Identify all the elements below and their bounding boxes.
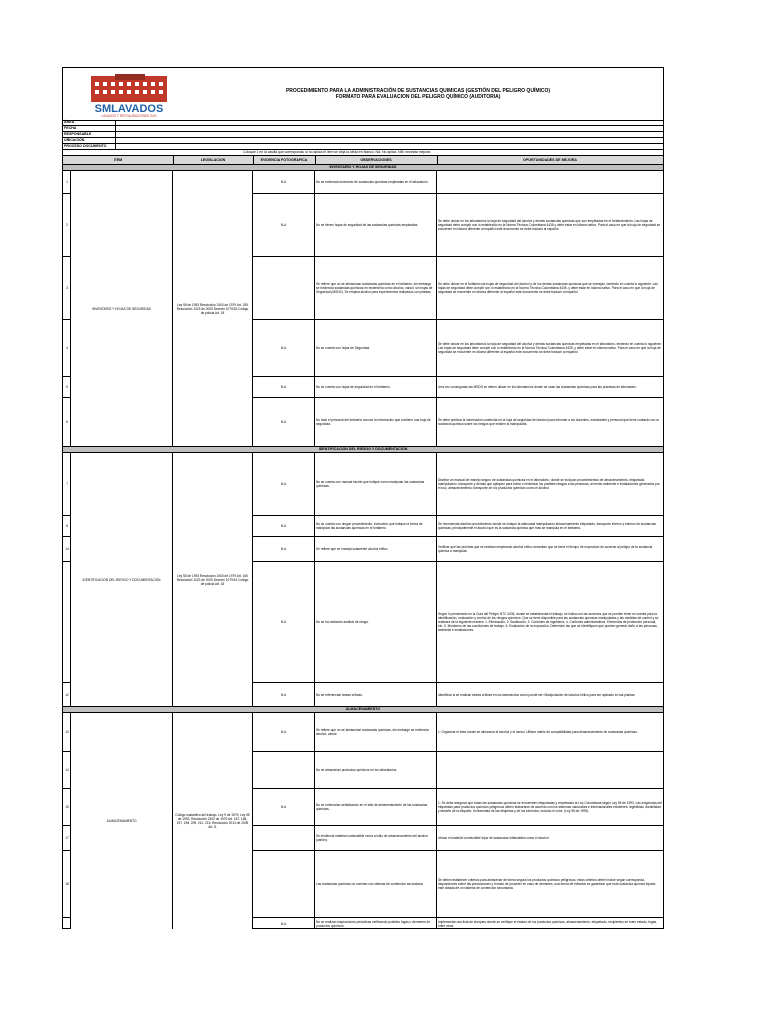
instruction-note: Coloque 1 en la casilla que corresponda, si no aplica el ítem se deja la celda en blanco. NA: No aplica. NM: necesita mejorar. [63, 150, 663, 156]
group-item-inventario: INVENTARIO Y HOJAS DE SEGURIDAD [71, 171, 173, 447]
table-row: 3 Se refiere que no se almacenan sustancias químicas en el fortlaerio, sin embargo se evidencia sustancias químicas en recientería como alcohol, varsol, sin hojas de Seguridad (MSDS). Se emplea alcohol para experimentos realizados con plantas. Se debe ubicar en el fortlaerio las hojas de seguridad del alcohol y de los demás sustancias químicas que se manejan, teniendo en cuenta lo siguiente: Las hojas de seguridad debe cumplir con lo establecido en la Norma Técnica Colombiana 4435, y debe estar en idioma nativo. Para el caso en que la hoja de seguridad se encuentre en idioma diferente al español este documento se debe traducir al español. [63, 257, 663, 320]
table-row: N.A No se realizan inspecciones periódicas verificando posibles fugas o derrames de productos químicos. Implementar una lista de chequeo donde se verifique el estado de los productos químicos, almacenamiento, etiquetado, recipientes en buen estado, fugas, entre otros. [63, 918, 663, 929]
col-legislacion: LEGISLACION [173, 156, 254, 164]
group-legislacion-identificacion: Ley 55 de 1993 Resolución 2400 de 1979 Art. 155 Resolución 1023 de 2005 Decreto 1079/15 Código de policia Art. 18 [173, 453, 253, 707]
table-row: 18 Las sustancias químicas no cuentan con sistema de contención secundaria. Se deben establecer criterios para almacenar de forma segura los productos químicos peligrosos, estos criterios deben incluir según corresponda, disposiciones sobre las precauciones y formas de proceder en caso de derrames, una forma de evitarlos es garantizar que toda sustancia química líquida esté dotada de un sistema de contención secundaria. [63, 851, 663, 918]
group-item-almacenamiento: ALMACENAMIENTO [71, 713, 173, 929]
col-oportunidades: OPORTUNIDADES DE MEJORA [523, 158, 577, 162]
table-row: 2 N.A No se tienen hojas de seguridad de las sustancias químicas empleadas. Se debe ubicar en los laboratorios la hoja de seguridad del alcohol y demás sustancias químicas que son empleadas en el fortalecimiento. Las hojas de seguridad debe cumplir con lo establecido en la Norma Técnica Colombiana 4435 y debe estar en idioma nativo. Para el caso en que la hoja de seguridad se encuentre en idioma diferente al español este documento se debe traducir al español. [63, 194, 663, 257]
document-title [183, 88, 653, 100]
title-line-2: FORMATO PARA EVALUACION DEL PELIGRO QUÍMICO (AUDITORIA) [335, 94, 501, 100]
table-row: 7 N.A No se cuenta con manual escrito que indique como manipular las sustancias químicas. Diseñar un manual de manejo seguro de sustancias químicas en el laboratorio, donde se incluyan procedimientos de almacenamiento, etiquetado, manipulación, transporte y demás que apliquen para evitar o minimizar los posibles riesgos a las personas, al medio ambiente e instalaciones generados por el uso, almacenamiento, transporte de los productos químicos como el alcohol. [63, 453, 663, 516]
table-row: 14 No se almacenan productos químicos en los laboratorios. [63, 752, 663, 789]
table-row: 15 N.A No se evidencian señalización en el sitio de almacenamiento de las sustancias químicas. 1. Se debe asegurar que todas las sustancias químicas se encuentren etiquetadas y respetando la Ley Colombiana según Ley 55 de 1993. Las exigencias del etiquetado para productos químicos peligrosos deben elaborarse de acuerdo con los sistemas nacionales e internacionales existentes: legibilidad, durabilidad y tamaño de la etiqueta. Uniformidad de las etiquetas y de los símbolos, incluido el color. (Ley 55 de 1993). [63, 789, 663, 826]
section-almacenamiento: ALMACENAMIENTO [63, 707, 663, 713]
column-header-row [63, 156, 663, 165]
section-inventario: INVENTARIO Y HOJAS DE SEGURIDAD [63, 165, 663, 171]
table-row: 6 N.A No todo el personal del fortlaerio conoce la información que contiene una hoja de seguridad. Se debe publicar la información contenida en la hoja de seguridad del alcohol para informar a los docentes, estudiantes y personal que tiene contacto con la sustancia química sobre los riesgos que existen al manipularla. [63, 398, 663, 447]
svg-text:LAVADOS Y RESTAURACIONES SAS: LAVADOS Y RESTAURACIONES SAS [101, 114, 157, 118]
info-row-responsable[interactable]: RESPONSABLE [63, 132, 663, 138]
audit-sheet [62, 67, 664, 929]
table-row: 13 N.A Se refiere que no se almacenan sustancias químicas, sin embargo se evidencia alcohol, varsol. 1. Organizar el área donde se almacena el alcohol y el varsol. Utilizar matriz de compatibilidad para almacenamiento de sustancias químicas. [63, 713, 663, 752]
table-row: 4 N.A No se cuenta con hojas de Seguridad. Se debe ubicar en los laboratorios la hoja de seguridad del alcohol y demás sustancias químicas empleadas en el laboratorio, teniendo en cuenta lo siguiente: Las hojas de seguridad debe cumplir con lo establecido en la Norma Técnica Colombiana 4435, y debe estar en idioma nativo. Para el caso en que la hoja de seguridad se encuentre en idioma diferente al español este documento se debe traducir al español. [63, 320, 663, 377]
group-legislacion-almacenamiento: Código sustantivo del trabajo. Ley 9 de 1979, Ley 55 de 1993. Resolución 2400 de 1979 Art. 167, 168, 197, 198, 209, 212, 215. Resolución 2013 de 2005 Art. 8. [173, 713, 253, 929]
table-row: 8 N.A No se cuenta con ningún procedimiento, instructivo que indique la forma de manipular las sustancias químicas en el fortlaerio. Se recomienda diseñar procedimiento donde se indique la adecuada manipulación almacenamiento etiquetado, transporte interno y externo de sustancias químicas, principalmente el alcohol que es la sustancia química que mas se manipula en el fortlaerio. [63, 516, 663, 537]
table-row: 1 N.A No se evidencia inventario de sustancias químicas empleadas en el laboratorio. [63, 171, 663, 194]
svg-text:SMLAVADOS: SMLAVADOS [94, 103, 164, 115]
table-row: 17 Se evidencia material combustible cerca al sitio de almacenamiento del alcohol (cartón). Ubicar el material combustible lejos de sustancias inflamables como el alcohol. [63, 826, 663, 851]
table-row: 5 N.A No se cuenta con hojas de seguridad en el fortlaerio. Una vez consegudas las MSDS se deben ubicar en los laboratorios donde se usan las sustancias químicas para las prácticas de laboratorio. [63, 377, 663, 398]
info-row-fecha[interactable]: FECHA [63, 126, 663, 132]
table-row: 14 N.A Se refiere que se maneja solamente alcohol etílico. Verificar que las pruebas que se realizan empleando alcohol etílico necesitan que se tiene el tiempo de exposición de acuerdo al peligro de la sustancia química a manipular. [63, 537, 663, 562]
table-row: 12 N.A No se referencian tareas críticas. Identificar si se realizan tareas críticas en los laboratorios como puede ser: Manipulación del alcohol etílico para ser aplicado en las plantas. [63, 683, 663, 707]
table-row: N.A No se ha realizado análisis de riesgo. Según lo presentado en la Guía del Peligro NTC 4435, donde se estableceráá el trabajo, se indica con las acciones que se pueden tener en cuenta para la identificación, evaluación y control de los riesgos químicos. Que se tiene disponible para las sustancias químicas manipuladas y las medidas de control y se realizara de la siguiente manera: 1. Eliminación, 2. Sustitución, 3. Controles de ingeniería, 4. Controles administrativos. Elementos de protección personal, etc. 5. Monitoreo de las condiciones de trabajo. 6. Evaluación de la exposición. Determine las que se identifiquen que pueden generar daño a las personas, ambiente e instalaciones. [63, 562, 663, 683]
col-item: ITEM [63, 156, 174, 164]
section-identificacion: IDENTIFICACION DEL RIESGO Y DOCUMENTACION [63, 447, 663, 453]
info-row-ubicacion[interactable]: UBICACIÓN [63, 138, 663, 144]
info-row-area[interactable]: ÁREA [63, 120, 663, 126]
group-legislacion-inventario: Ley 55 de 1993 Resolución 2400 de 1979 Art. 155 Resolución 1023 de 2005 Decreto 1079/15 Código de policia Art. 18 [173, 171, 253, 447]
title-line-1: PROCEDIMIENTO PARA LA ADMINISTRACIÓN DE SUSTANCIAS QUIMICAS (GESTIÓN DEL PELIGRO QUÍMICO) [285, 88, 551, 94]
company-logo [85, 74, 173, 118]
col-evidencia: EVIDENCIA FOTOGRAFICA [253, 156, 316, 164]
info-row-proceso[interactable]: PROCESO DOCUMENTO [63, 144, 663, 150]
col-observaciones: OBSERVACIONES [315, 156, 438, 164]
group-item-identificacion: IDENTIFICACION DEL RIESGO Y DOCUMENTACION [71, 453, 173, 707]
header [63, 68, 663, 121]
